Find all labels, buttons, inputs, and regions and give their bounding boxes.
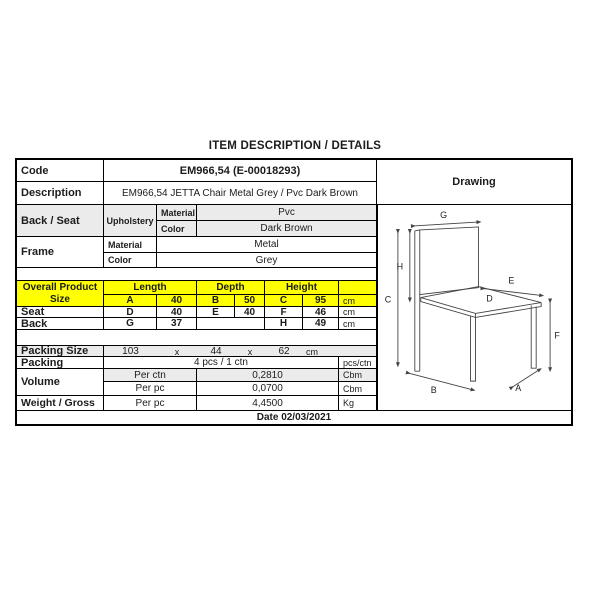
back-unit: cm [339,318,377,330]
volume-pc-value: 0,0700 [197,382,339,396]
volume-pc-label: Per pc [104,382,197,396]
packing-size-v1: 103 [122,346,139,357]
overall-product-size-label [17,281,104,307]
seat-row-label: Seat [17,307,104,318]
weight-label: Weight / Gross [17,396,104,411]
depth-header: Depth [197,281,265,295]
overall-unit: cm [339,295,377,307]
overall-length-key: A [104,295,157,307]
weight-per: Per pc [104,396,197,411]
back-seat-material-value: Pvc [197,205,377,221]
weight-unit: Kg [339,396,377,411]
code-label: Code [17,160,104,182]
back-length-value: 37 [157,318,197,330]
back-length-key: G [104,318,157,330]
overall-product-line1: Overall Product [22,281,98,293]
description-value: EM966,54 JETTA Chair Metal Grey / Pvc Dark Brown [104,182,377,205]
packing-size-label: Packing Size [17,346,104,357]
seat-depth-key: E [197,307,235,318]
dim-label-h: H [396,261,404,272]
chair-drawing-svg [378,205,571,410]
dim-label-a: A [515,383,522,394]
unit-header-cell [339,281,377,295]
dim-label-f: F [554,330,560,341]
page-title: ITEM DESCRIPTION / DETAILS [208,140,382,152]
dim-label-e: E [508,275,515,286]
overall-depth-value: 50 [235,295,265,307]
length-header: Length [104,281,197,295]
volume-ctn-value: 0,2810 [197,369,339,382]
height-header: Height [265,281,339,295]
seat-length-key: D [104,307,157,318]
dim-label-g: G [440,209,448,220]
volume-label: Volume [17,369,104,396]
dim-label-d: D [486,293,493,304]
overall-length-value: 40 [157,295,197,307]
back-depth-empty [197,318,265,330]
packing-size-v2: 44 [210,346,222,357]
seat-length-value: 40 [157,307,197,318]
back-seat-color-value: Dark Brown [197,221,377,237]
back-seat-label: Back / Seat [17,205,104,237]
dim-label-b: B [430,385,437,396]
code-value: EM966,54 (E-00018293) [104,160,377,182]
seat-depth-value: 40 [235,307,265,318]
packing-unit: pcs/ctn [339,357,377,369]
packing-size-x1: x [174,346,180,357]
overall-product-line2: Size [49,293,70,305]
packing-size-x2: x [247,346,253,357]
chair-drawing [377,205,571,411]
item-details-table [15,158,573,426]
back-seat-color-label: Color [157,221,197,237]
seat-height-value: 46 [303,307,339,318]
packing-label: Packing [17,357,104,369]
seat-height-key: F [265,307,303,318]
frame-material-label: Material [104,237,157,253]
frame-color-label: Color [104,253,157,268]
back-row-label: Back [17,318,104,330]
overall-depth-key: B [197,295,235,307]
volume-pc-unit: Cbm [339,382,377,396]
back-height-value: 49 [303,318,339,330]
back-seat-material-label: Material [157,205,197,221]
date-row: Date 02/03/2021 [256,412,332,423]
spacer-row-1 [17,268,377,281]
packing-size-v3: 62 [278,346,290,357]
overall-height-key: C [265,295,303,307]
drawing-header: Drawing [377,160,571,205]
dim-label-c: C [384,294,392,305]
seat-unit: cm [339,307,377,318]
frame-material-value: Metal [157,237,377,253]
back-height-key: H [265,318,303,330]
spacer-row-2 [17,330,377,346]
packing-size-value [104,346,377,357]
frame-label: Frame [17,237,104,268]
volume-ctn-label: Per ctn [104,369,197,382]
overall-height-value: 95 [303,295,339,307]
description-label: Description [17,182,104,205]
packing-size-unit: cm [306,346,318,357]
weight-value: 4,4500 [197,396,339,411]
volume-ctn-unit: Cbm [339,369,377,382]
upholstery-label: Upholstery [104,205,157,237]
packing-value: 4 pcs / 1 ctn [104,357,339,369]
frame-color-value: Grey [157,253,377,268]
